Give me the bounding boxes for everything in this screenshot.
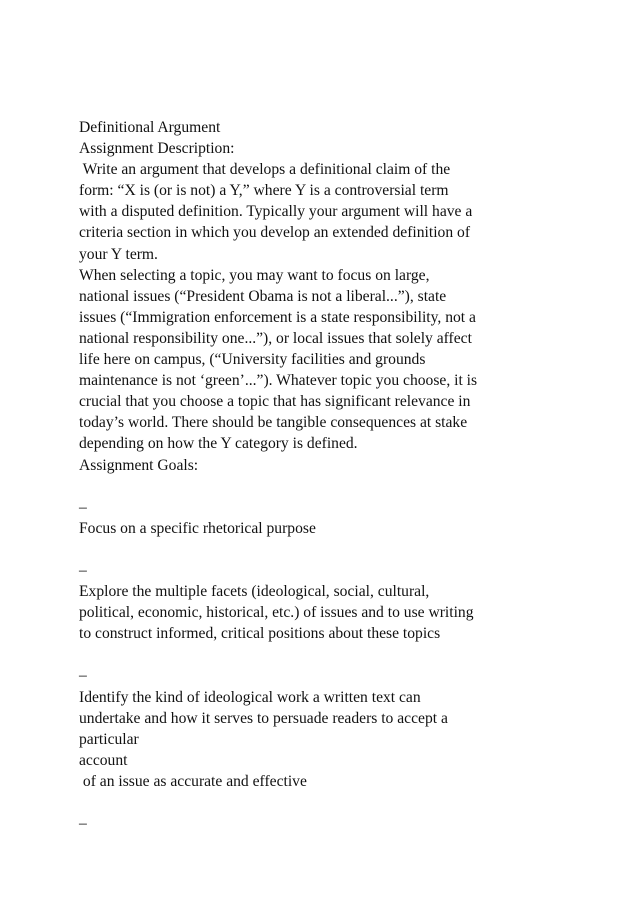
spacer (79, 539, 569, 560)
topic-line: crucial that you choose a topic that has significant relevance in (79, 393, 471, 411)
goal-line: of an issue as accurate and effective (79, 772, 307, 790)
topic-line: When selecting a topic, you may want to focus on large, (79, 266, 430, 284)
spacer (79, 792, 569, 813)
description-line: criteria section in which you develop an extended definition of (79, 224, 471, 242)
topic-line: national issues (“President Obama is not a liberal...”), state (79, 287, 447, 305)
topic-line: maintenance is not ‘green’...”). Whatever topic you choose, it is (79, 372, 478, 390)
description-line: Write an argument that develops a definitional claim of the (79, 161, 451, 179)
description-paragraph (79, 159, 569, 264)
goal-item (79, 687, 569, 792)
spacer (79, 476, 569, 497)
document-title: Definitional Argument (79, 119, 221, 136)
goal-line: Identify the kind of ideological work a written text can (79, 688, 421, 706)
goal-line: Explore the multiple facets (ideological, social, cultural, (79, 583, 430, 601)
description-heading: Assignment Description: (79, 140, 235, 158)
topic-line: depending on how the Y category is defined. (79, 435, 358, 453)
goal-item (79, 518, 569, 539)
goal-line: political, economic, historical, etc.) of issues and to use writing (79, 604, 474, 622)
goal-bullet-marker: – (79, 561, 87, 579)
goal-bullet-marker: – (79, 498, 87, 516)
spacer (79, 644, 569, 665)
document-body (79, 117, 569, 834)
goals-heading: Assignment Goals: (79, 456, 199, 474)
topic-paragraph (79, 265, 569, 455)
goal-item (79, 581, 569, 644)
goal-bullet-marker: – (79, 667, 87, 685)
description-line: with a disputed definition. Typically your argument will have a (79, 203, 473, 221)
description-line: form: “X is (or is not) a Y,” where Y is a controversial term (79, 182, 449, 200)
goal-line: Focus on a specific rhetorical purpose (79, 519, 316, 537)
goal-line: undertake and how it serves to persuade readers to accept a (79, 709, 448, 727)
goal-line: particular (79, 730, 139, 748)
topic-line: life here on campus, (“University facilities and grounds (79, 351, 426, 369)
topic-line: today’s world. There should be tangible consequences at stake (79, 414, 468, 432)
goal-line: to construct informed, critical positions about these topics (79, 625, 441, 643)
topic-line: national responsibility one...”), or local issues that solely affect (79, 329, 472, 347)
topic-line: issues (“Immigration enforcement is a state responsibility, not a (79, 308, 476, 326)
trailing-bullet-marker: – (79, 815, 87, 833)
description-line: your Y term. (79, 245, 158, 263)
goal-line: account (79, 751, 128, 769)
